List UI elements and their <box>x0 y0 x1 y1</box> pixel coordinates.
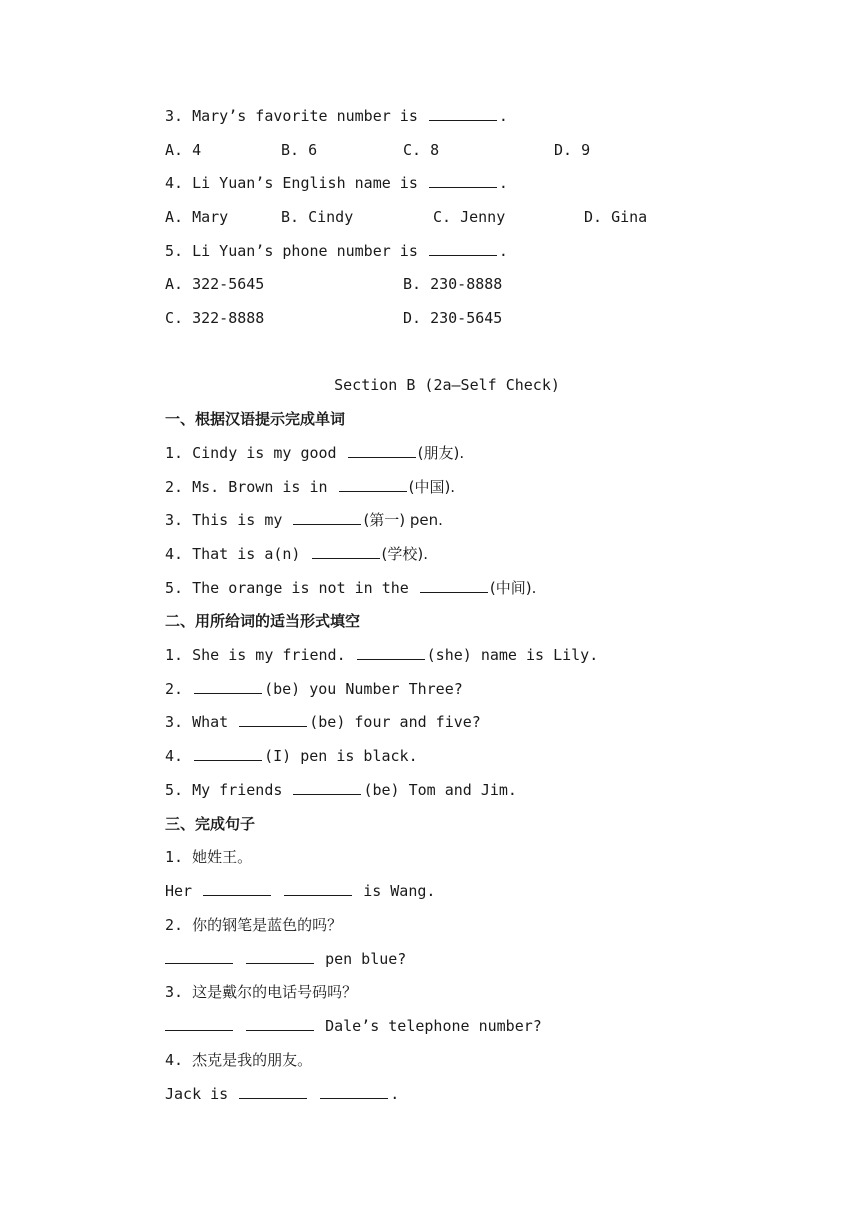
option-a: A. Mary <box>165 208 229 226</box>
part3-item-2-answer: pen blue? <box>165 949 406 969</box>
part3-item-4-answer: Jack is . <box>165 1085 400 1103</box>
question-text: Mary’s favorite number is <box>192 107 418 125</box>
question-4 <box>165 173 508 193</box>
answer-blank[interactable] <box>429 173 497 188</box>
question-text-end: . <box>498 107 508 125</box>
answer-blank[interactable] <box>357 645 425 660</box>
question-text-end: . <box>498 242 508 260</box>
option-b: B. 230-8888 <box>403 275 503 293</box>
answer-blank[interactable] <box>194 679 262 694</box>
answer-blank[interactable] <box>165 1016 233 1031</box>
answer-blank[interactable] <box>420 578 488 593</box>
answer-blank[interactable] <box>429 241 497 256</box>
part1-item-3: 3. This is my (第一) pen. <box>165 511 443 529</box>
question-number: 5. <box>165 242 184 260</box>
answer-blank[interactable] <box>194 746 262 761</box>
option-d: D. 9 <box>554 141 591 159</box>
answer-blank[interactable] <box>246 1016 314 1031</box>
option-b: B. Cindy <box>281 208 354 226</box>
option-b: B. 6 <box>281 141 318 159</box>
option-a: A. 322-5645 <box>165 275 265 293</box>
part2-item-3: 3. What (be) four and five? <box>165 713 481 731</box>
answer-blank[interactable] <box>203 881 271 896</box>
answer-blank[interactable] <box>239 1084 307 1099</box>
question-3 <box>165 106 508 126</box>
part1-item-5: 5. The orange is not in the (中间). <box>165 579 537 597</box>
option-c: C. Jenny <box>433 208 506 226</box>
option-c: C. 8 <box>403 141 440 159</box>
question-number: 4. <box>165 174 184 192</box>
part2-item-1: 1. She is my friend. (she) name is Lily. <box>165 646 599 664</box>
part2-item-4: 4. (I) pen is black. <box>165 747 418 765</box>
answer-blank[interactable] <box>320 1084 388 1099</box>
part3-item-2-prompt: 2. 你的钢笔是蓝色的吗？ <box>165 916 343 934</box>
question-number: 3. <box>165 107 184 125</box>
part1-heading: 一、根据汉语提示完成单词 <box>165 410 346 428</box>
option-d: D. Gina <box>584 208 648 226</box>
part2-heading: 二、用所给词的适当形式填空 <box>165 612 361 630</box>
answer-blank[interactable] <box>293 780 361 795</box>
answer-blank[interactable] <box>429 106 497 121</box>
part3-heading: 三、完成句子 <box>165 815 256 833</box>
part1-item-2: 2. Ms. Brown is in (中国). <box>165 478 456 496</box>
answer-blank[interactable] <box>246 949 314 964</box>
option-d: D. 230-5645 <box>403 309 503 327</box>
answer-blank[interactable] <box>312 544 380 559</box>
answer-blank[interactable] <box>284 881 352 896</box>
part2-item-5: 5. My friends (be) Tom and Jim. <box>165 781 517 799</box>
part3-item-1-prompt: 1. 她姓王。 <box>165 848 253 866</box>
question-text-end: . <box>498 174 508 192</box>
option-a: A. 4 <box>165 141 202 159</box>
question-text: Li Yuan’s phone number is <box>192 242 418 260</box>
answer-blank[interactable] <box>339 477 407 492</box>
part1-item-1: 1. Cindy is my good (朋友). <box>165 444 465 462</box>
section-title: Section B (2a—Self Check) <box>334 376 560 394</box>
answer-blank[interactable] <box>293 510 361 525</box>
answer-blank[interactable] <box>165 949 233 964</box>
part1-item-4: 4. That is a(n) (学校). <box>165 545 428 563</box>
part3-item-3-prompt: 3. 这是戴尔的电话号码吗？ <box>165 983 358 1001</box>
question-text: Li Yuan’s English name is <box>192 174 418 192</box>
answer-blank[interactable] <box>239 712 307 727</box>
option-c: C. 322-8888 <box>165 309 265 327</box>
part3-item-4-prompt: 4. 杰克是我的朋友。 <box>165 1051 313 1069</box>
part3-item-3-answer: Dale’s telephone number? <box>165 1016 542 1036</box>
part2-item-2: 2. (be) you Number Three? <box>165 680 463 698</box>
part3-item-1-answer: Her is Wang. <box>165 882 436 900</box>
question-5 <box>165 241 508 261</box>
answer-blank[interactable] <box>348 443 416 458</box>
